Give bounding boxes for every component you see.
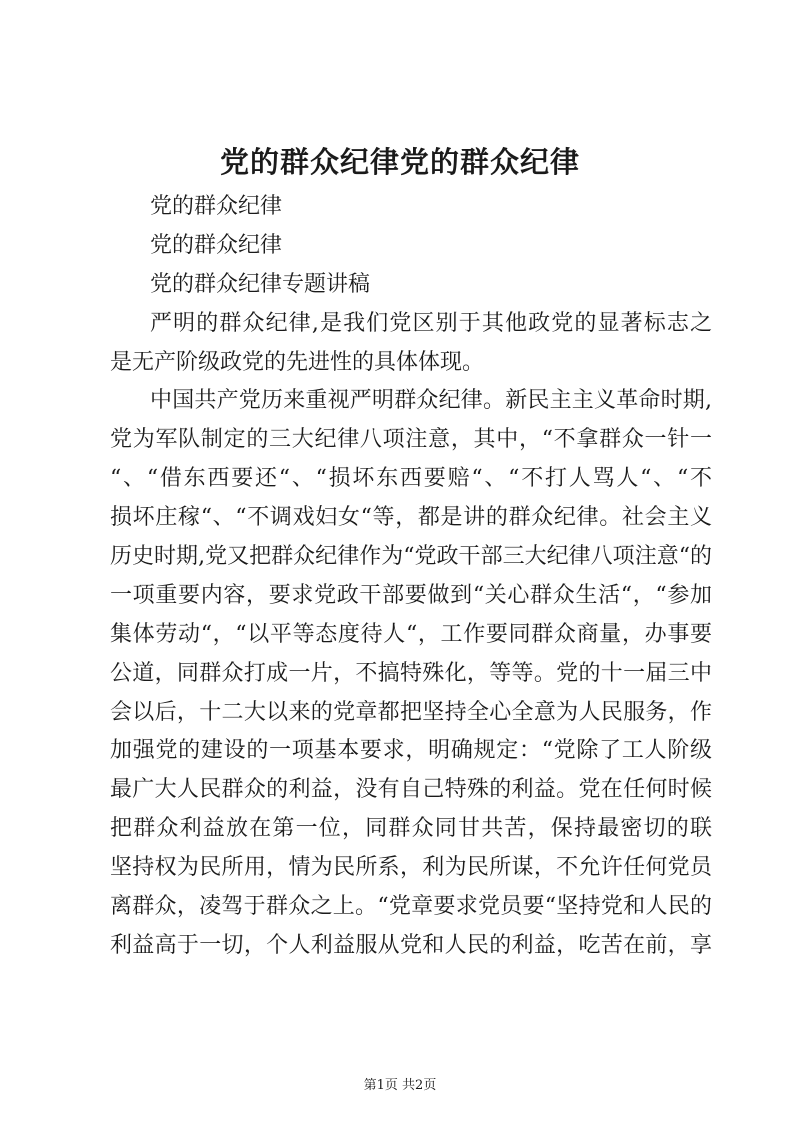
text-line: 加强党的建设的一项基本要求，明确规定：“党除了工人阶级 xyxy=(110,738,712,764)
page-footer: 第1页 共2页 xyxy=(363,1078,437,1093)
text-line: 把群众利益放在第一位，同群众同甘共苦，保持最密切的联 xyxy=(110,816,712,842)
text-line: 中国共产党历来重视严明群众纪律。新民主主义革命时期, xyxy=(150,388,712,414)
text-line: 党的群众纪律 xyxy=(150,194,283,219)
text-line: 利益高于一切，个人利益服从党和人民的利益，吃苦在前，享 xyxy=(110,932,712,958)
text-line: 历史时期,党又把群众纪律作为“党政干部三大纪律八项注意“的 xyxy=(110,544,712,570)
text-line: 党为军队制定的三大纪律八项注意，其中，“不拿群众一针一 xyxy=(110,427,712,453)
document-title: 党的群众纪律党的群众纪律 xyxy=(219,145,580,179)
document-body xyxy=(110,188,712,966)
text-line: 公道，同群众打成一片，不搞特殊化，等等。党的十一届三中 xyxy=(110,660,712,686)
text-line: 一项重要内容，要求党政干部要做到“关心群众生活“，“参加 xyxy=(110,582,712,608)
text-line: “、“借东西要还“、“损坏东西要赔“、“不打人骂人“、“不 xyxy=(110,466,712,492)
text-line: 党的群众纪律 xyxy=(150,232,283,258)
text-line: 最广大人民群众的利益，没有自己特殊的利益。党在任何时候 xyxy=(110,777,712,803)
text-line: 坚持权为民所用，情为民所系，利为民所谋，不允许任何党员 xyxy=(110,855,712,881)
text-line: 离群众，凌驾于群众之上。“党章要求党员要“坚持党和人民的 xyxy=(110,894,712,920)
text-line: 是无产阶级政党的先进性的具体体现。 xyxy=(110,349,485,375)
text-line: 严明的群众纪律,是我们党区别于其他政党的显著标志之 xyxy=(150,310,712,336)
text-line: 会以后，十二大以来的党章都把坚持全心全意为人民服务，作 xyxy=(110,699,712,725)
text-line: 损坏庄稼“、“不调戏妇女“等，都是讲的群众纪律。社会主义 xyxy=(110,505,712,531)
text-line: 集体劳动“，“以平等态度待人“，工作要同群众商量，办事要 xyxy=(110,621,712,647)
text-line: 党的群众纪律专题讲稿 xyxy=(150,271,371,297)
